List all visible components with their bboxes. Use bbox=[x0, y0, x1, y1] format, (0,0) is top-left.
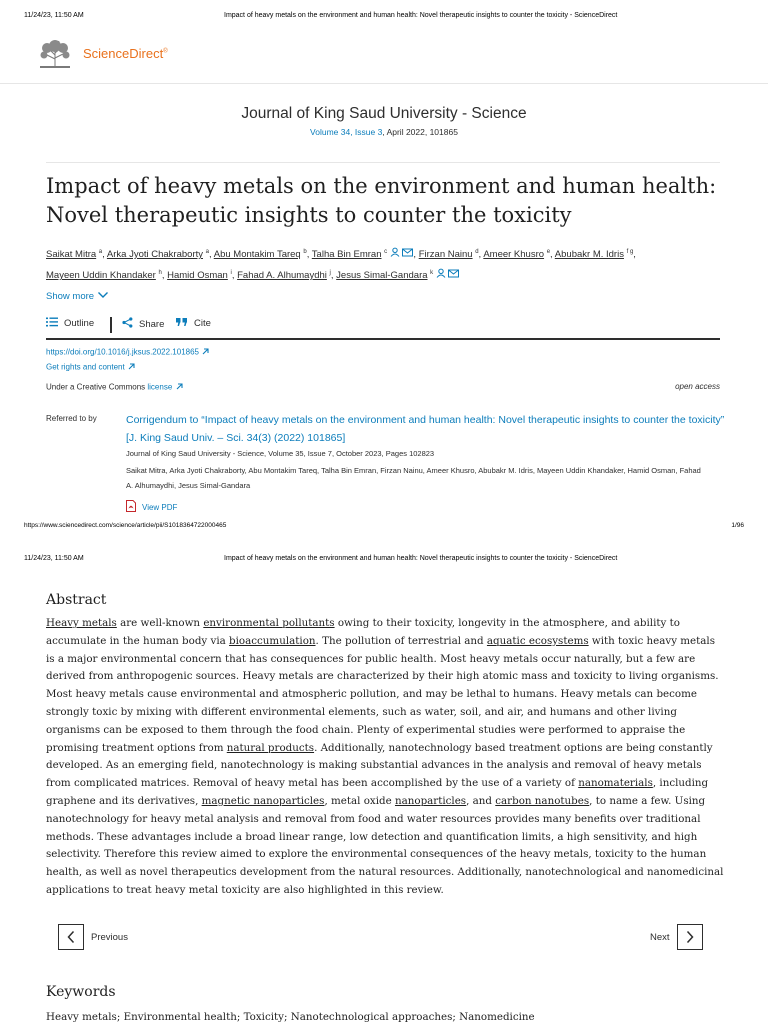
author-link[interactable]: Saikat Mitra bbox=[46, 249, 97, 261]
abstract-term-link[interactable]: environmental pollutants bbox=[203, 617, 335, 629]
affiliation-sup[interactable]: b bbox=[303, 249, 307, 255]
external-link-icon bbox=[201, 347, 210, 358]
doi-link[interactable] bbox=[46, 347, 210, 358]
issue-details: , April 2022, 101865 bbox=[382, 127, 458, 137]
list-icon bbox=[46, 317, 58, 330]
abstract-text: are well-known bbox=[116, 617, 204, 629]
article-title-line1: Impact of heavy metals on the environment and human health: bbox=[46, 174, 717, 198]
abstract-heading: Abstract bbox=[46, 592, 107, 608]
chevron-right-icon bbox=[677, 924, 703, 950]
share-icon bbox=[122, 317, 133, 331]
corrigendum-authors: Saikat Mitra, Arka Jyoti Chakraborty, Abu Montakim Tareq, Talha Bin Emran, Firzan Nainu, Ameer Khusro, Abubakr M. Idris, Mayeen Uddin Khandaker, Hamid Osman, Fahad A. Alhumaydhi, Jesus Simal-Gandara bbox=[126, 466, 701, 490]
pdf-icon bbox=[126, 500, 136, 514]
author-link[interactable]: Mayeen Uddin Khandaker bbox=[46, 270, 156, 282]
article-title-line2: Novel therapeutic insights to counter the toxicity bbox=[46, 203, 572, 227]
abstract-term-link[interactable]: nanomaterials bbox=[578, 777, 653, 790]
abstract-text: , and bbox=[466, 794, 496, 807]
view-pdf-link[interactable] bbox=[126, 500, 177, 514]
author-list: Saikat Mitra $^a$, Arka Jyoti Chakraborty $^a$, Abu Montakim Tareq $^b$, Talha Bin Emran $^c$ , Firzan Nainu $^d$, Ameer Khusro $^e$, Abubakr M. Idris $^{f g}$, Mayeen Uddin Khandaker $^h$, Hamid Osman $^i$, Fahad A. Alhumaydhi $^j$, Jesus Simal-Gandara $^k$ bbox=[46, 243, 720, 285]
previous-button[interactable] bbox=[58, 924, 128, 950]
rights-text: Get rights and content bbox=[46, 362, 125, 372]
next-button[interactable] bbox=[650, 924, 703, 950]
abstract-term-link[interactable]: nanoparticles bbox=[394, 794, 467, 807]
outline-button[interactable] bbox=[46, 317, 94, 330]
affiliation-sup[interactable]: h bbox=[158, 270, 162, 277]
chevron-left-icon bbox=[58, 924, 84, 950]
print-page-number: 1/96 bbox=[731, 522, 744, 529]
toolbar-divider bbox=[110, 317, 112, 333]
view-pdf-label: View PDF bbox=[142, 502, 178, 512]
external-link-icon bbox=[175, 382, 184, 393]
license-line bbox=[46, 382, 184, 393]
author-link[interactable]: Abu Montakim Tareq bbox=[213, 249, 301, 261]
journal-title[interactable]: Journal of King Saud University - Science bbox=[241, 105, 527, 122]
author-link[interactable]: Arka Jyoti Chakraborty bbox=[106, 249, 203, 261]
doi-text: https://doi.org/10.1016/j.jksus.2022.101865 bbox=[46, 347, 199, 357]
affiliation-sup[interactable]: e bbox=[546, 249, 551, 255]
volume-line bbox=[0, 127, 768, 137]
open-access-badge: open access bbox=[675, 382, 720, 391]
author-link[interactable]: Hamid Osman bbox=[167, 270, 228, 282]
person-icon[interactable] bbox=[390, 246, 400, 264]
abstract-term-link[interactable]: magnetic nanoparticles bbox=[201, 794, 325, 807]
show-more-label: Show more bbox=[46, 291, 95, 303]
abstract-text: . Additionally, nanotechnology based treatment options are being constantly developed. As an emerging field, nanotechnology is making substantial advances in the analysis and removal of heavy metals from complicated matrices. Removal of heavy metal has been accomplished by the use of a variety of bbox=[46, 741, 713, 790]
elsevier-tree-icon[interactable] bbox=[36, 37, 74, 69]
corrigendum-source: Journal of King Saud University - Science, Volume 35, Issue 7, October 2023, Pages 102823 bbox=[126, 449, 435, 458]
header-divider bbox=[0, 83, 768, 84]
author-link[interactable]: Fahad A. Alhumaydhi bbox=[237, 270, 327, 282]
outline-label: Outline bbox=[64, 318, 95, 329]
print-page-title: Impact of heavy metals on the environment and human health: Novel therapeutic insights to counter the toxicity - ScienceDirect bbox=[224, 555, 618, 562]
affiliation-sup[interactable]: k bbox=[430, 270, 434, 277]
abstract-text: , metal oxide bbox=[324, 794, 395, 807]
share-button[interactable] bbox=[122, 317, 164, 331]
affiliation-sup[interactable]: d bbox=[475, 249, 479, 255]
abstract-term-link[interactable]: bioaccumulation bbox=[229, 634, 316, 647]
corrigendum-link[interactable]: Corrigendum to “Impact of heavy metals on the environment and human health: Novel therapeutic insights to counter the toxicity” [J. King Saud Univ. – Sci. 34(3) (2022) 101865] bbox=[126, 414, 725, 444]
previous-label: Previous bbox=[91, 931, 128, 943]
keywords-list: Heavy metals; Environmental health; Toxicity; Nanotechnological approaches; Nanomedicine bbox=[46, 1011, 535, 1023]
print-url: https://www.sciencedirect.com/science/article/pii/S1018364722000465 bbox=[24, 522, 227, 529]
print-page-title: Impact of heavy metals on the environment and human health: Novel therapeutic insights to counter the toxicity - ScienceDirect bbox=[224, 12, 618, 19]
print-timestamp: 11/24/23, 11:50 AM bbox=[24, 555, 84, 562]
abstract-term-link[interactable]: carbon nanotubes bbox=[495, 794, 590, 807]
article-title bbox=[46, 172, 726, 230]
cite-label: Cite bbox=[194, 318, 211, 329]
author-link[interactable]: Firzan Nainu bbox=[418, 249, 473, 261]
abstract-text: with toxic heavy metals is a major environmental concern that has consequences for public health. Most heavy metals occur naturally, but a few are derived from anthropogenic sources. Heavy metals are characterized by their high atomic mass and toxicity to living organisms. Most heavy metals cause environmental and atmospheric pollution, and may be lethal to humans. Heavy metals can become strongly toxic by mixing with different environmental elements, such as water, soil, and air, and humans and other living organisms can be exposed to them through the food chain. Plenty of experimental studies were performed to appraise the promising treatment options from bbox=[46, 634, 719, 754]
quote-icon bbox=[176, 317, 188, 330]
share-label: Share bbox=[139, 318, 165, 330]
next-label: Next bbox=[650, 931, 670, 943]
show-more-button[interactable] bbox=[46, 291, 109, 302]
abstract-text: , to name a few. Using nanotechnology for heavy metal analysis and removal from food and water resources provides many benefits over traditional methods. These advantages include a broad linear range, low detection and quantification limits, a high sensitivity, and high selectivity. Therefore this review aimed to explore the environmental consequences of the heavy metals, toxicity to the human health, as well as novel therapeutics development from the natural resources. Additionally, nanotechnological and nanomedicinal applications to treat heavy metal toxicity are also highlighted in this review. bbox=[46, 794, 724, 896]
person-icon[interactable] bbox=[436, 267, 446, 285]
external-link-icon bbox=[127, 362, 136, 373]
keywords-heading: Keywords bbox=[46, 984, 116, 1000]
chevron-down-icon bbox=[97, 291, 109, 302]
author-link[interactable]: Ameer Khusro bbox=[483, 249, 545, 261]
affiliation-sup[interactable]: j bbox=[329, 270, 331, 277]
license-link[interactable]: license bbox=[147, 382, 173, 392]
author-link[interactable]: Talha Bin Emran bbox=[311, 249, 382, 261]
journal-divider bbox=[46, 162, 720, 163]
rights-link[interactable] bbox=[46, 362, 136, 373]
referred-label: Referred to by bbox=[46, 414, 97, 423]
print-timestamp: 11/24/23, 11:50 AM bbox=[24, 12, 84, 19]
abstract-term-link[interactable]: aquatic ecosystems bbox=[486, 634, 589, 647]
sciencedirect-wordmark[interactable] bbox=[83, 46, 168, 61]
affiliation-sup[interactable]: i bbox=[230, 270, 232, 277]
email-icon[interactable] bbox=[402, 246, 413, 264]
abstract-text: owing to their toxicity, longevity in the atmosphere, and ability to accumulate in the human body via bbox=[46, 617, 680, 647]
brand-name: ScienceDirect bbox=[83, 46, 164, 61]
email-icon[interactable] bbox=[448, 267, 459, 285]
affiliation-sup[interactable]: f g bbox=[626, 249, 634, 255]
affiliation-sup[interactable]: c bbox=[384, 249, 388, 255]
abstract-body bbox=[46, 615, 724, 900]
affiliation-sup[interactable]: a bbox=[205, 249, 209, 255]
issue-link[interactable]: Volume 34, Issue 3 bbox=[310, 127, 383, 137]
author-link[interactable]: Abubakr M. Idris bbox=[554, 249, 624, 261]
abstract-text: , including graphene and its derivatives, bbox=[46, 777, 709, 807]
abstract-text: . The pollution of terrestrial and bbox=[315, 634, 487, 647]
brand-mark: ® bbox=[163, 48, 168, 55]
toolbar-underline bbox=[46, 338, 720, 340]
abstract-term-link[interactable]: natural products bbox=[226, 741, 315, 754]
affiliation-sup[interactable]: a bbox=[98, 249, 103, 255]
article-toolbar bbox=[46, 317, 346, 335]
abstract-term-link[interactable]: Heavy metals bbox=[46, 617, 117, 629]
license-prefix: Under a Creative Commons bbox=[46, 382, 148, 392]
author-link[interactable]: Jesus Simal-Gandara bbox=[336, 270, 428, 282]
cite-button[interactable] bbox=[176, 317, 211, 330]
